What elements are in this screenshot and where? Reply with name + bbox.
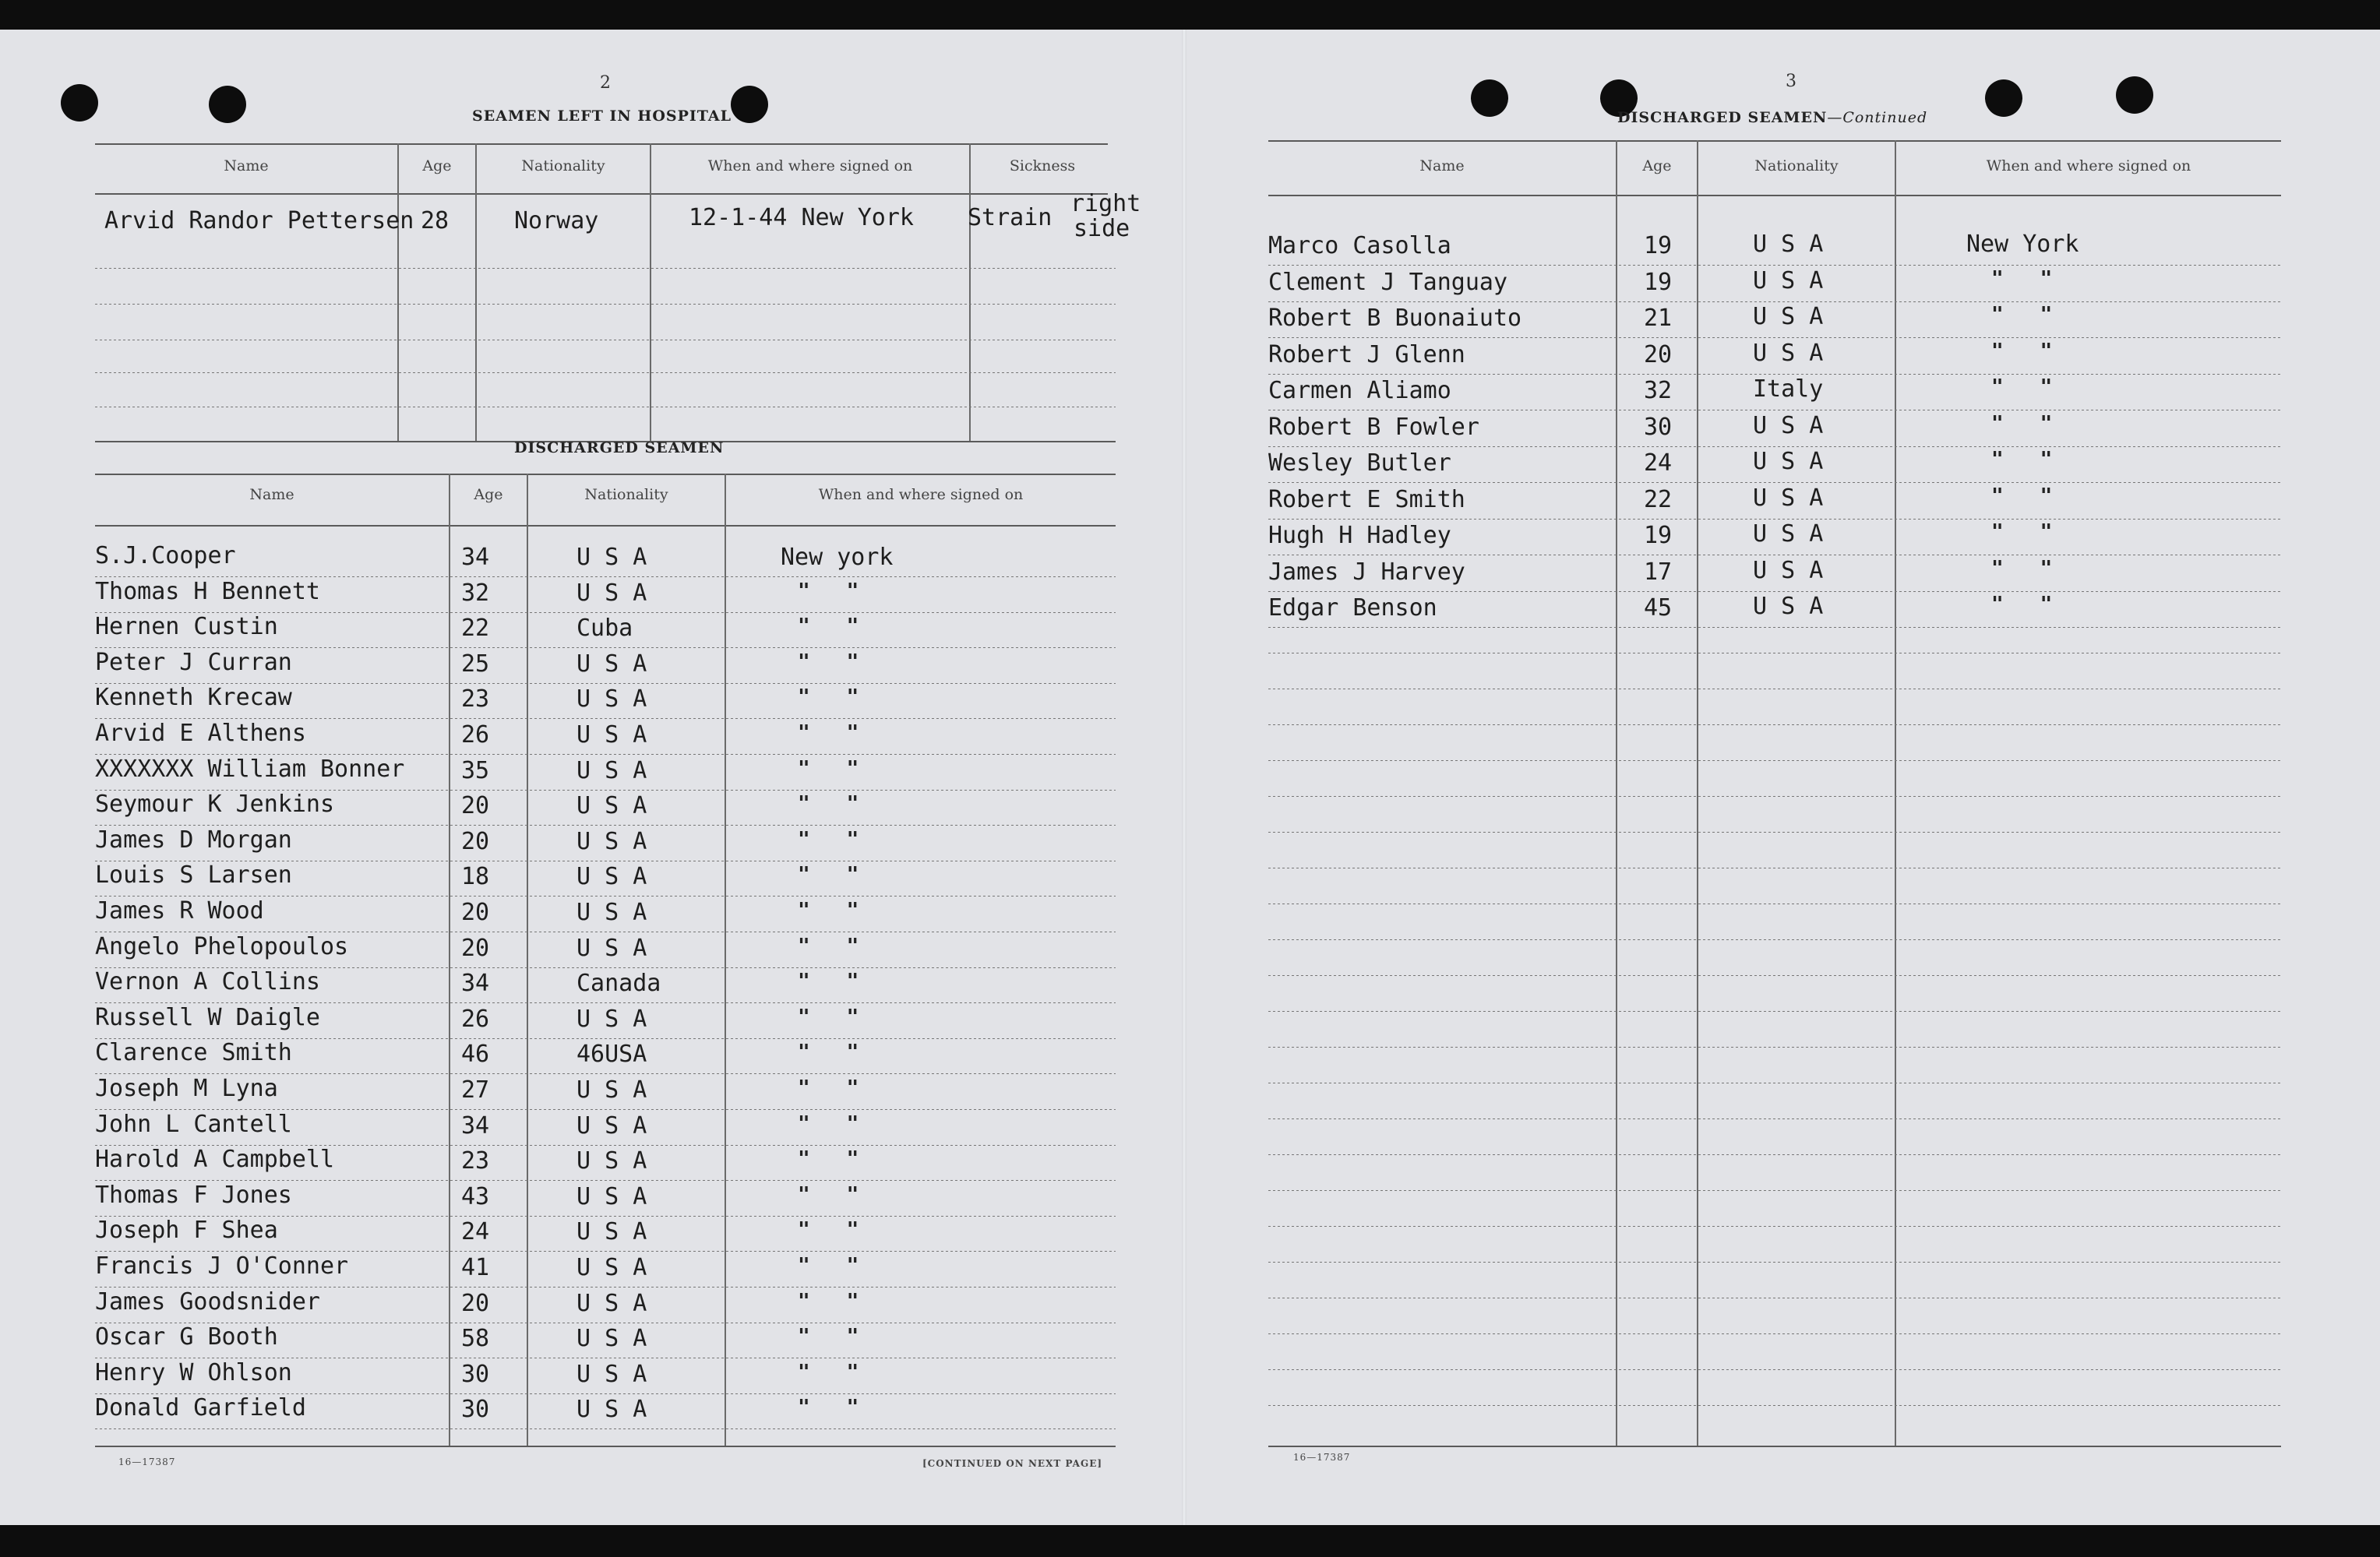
seaman-signed-on: " " [1991,520,2053,544]
seaman-nationality: U S A [576,544,647,571]
col-header-name: Name [249,486,294,503]
col-header-name: Name [224,157,269,174]
hospital-name: Arvid Randor Pettersen [104,207,414,234]
seaman-nationality: U S A [576,1183,647,1210]
seaman-age: 26 [461,721,490,749]
seaman-signed-on: " " [1991,267,2053,291]
seaman-age: 17 [1644,558,1673,586]
seaman-nationality: Canada [576,970,661,997]
row-rule [1268,482,2281,483]
row-rule [1268,796,2281,797]
seaman-nationality: U S A [576,899,647,926]
row-rule [95,825,1116,826]
table-bottom-rule [1268,1446,2281,1447]
row-rule [1268,301,2281,302]
row-rule [1268,832,2281,833]
seaman-signed-on: " " [798,1076,859,1100]
hospital-nationality: Norway [514,207,599,234]
seaman-age: 24 [1644,449,1673,477]
seaman-nationality: U S A [1753,303,1824,330]
seaman-name: Edgar Benson [1268,594,1437,622]
seaman-signed-on: " " [1991,557,2053,580]
discharged-continued-title: DISCHARGED SEAMEN—Continued [1617,109,1928,126]
seaman-age: 20 [461,935,490,962]
seaman-signed-on: " " [798,1112,859,1136]
row-rule [1268,1011,2281,1012]
seaman-nationality: Cuba [576,615,633,642]
table-top-rule [1268,140,2281,142]
seaman-age: 45 [1644,594,1673,622]
row-rule [95,754,1116,755]
seaman-signed-on: " " [798,1325,859,1348]
form-code: 16—17387 [1293,1452,1351,1463]
column-divider [1616,140,1617,1446]
seaman-nationality: U S A [576,757,647,784]
seaman-name: Marco Casolla [1268,232,1451,259]
punch-hole [1985,79,2022,117]
seaman-name: Hernen Custin [95,613,278,640]
row-rule [1268,1405,2281,1406]
column-divider [397,143,399,441]
seaman-signed-on: " " [1991,412,2053,435]
seaman-signed-on: " " [1991,593,2053,616]
col-header-age: Age [422,157,452,174]
seaman-name: Clarence Smith [95,1039,292,1066]
col-header-age: Age [474,486,503,503]
seaman-nationality: U S A [576,685,647,713]
seaman-signed-on: " " [798,615,859,638]
col-header-signed-on: When and where signed on [1986,157,2191,174]
row-rule [1268,1226,2281,1227]
seaman-age: 30 [461,1361,490,1388]
header-bottom-rule [95,525,1116,527]
col-header-signed-on: When and where signed on [707,157,913,174]
scan-border [0,1525,2380,1557]
seaman-age: 23 [461,1147,490,1175]
seaman-age: 19 [1644,522,1673,549]
seaman-nationality: U S A [1753,231,1824,258]
seaman-age: 32 [1644,377,1673,404]
seaman-age: 58 [461,1325,490,1352]
seaman-signed-on: " " [798,1218,859,1242]
row-rule [1268,446,2281,447]
hospital-sickness-note: right [1070,190,1141,217]
column-divider [449,474,450,1446]
row-rule [95,896,1116,897]
seaman-name: Robert E Smith [1268,486,1465,513]
seaman-signed-on: " " [798,1290,859,1313]
seaman-name: XXXXXXX William Bonner [95,756,405,783]
row-rule [1268,1369,2281,1370]
seaman-signed-on: " " [798,721,859,745]
table-top-rule [95,474,1116,475]
seaman-age: 20 [461,828,490,855]
seaman-nationality: U S A [576,1325,647,1352]
seaman-age: 21 [1644,305,1673,332]
seaman-name: Robert B Fowler [1268,414,1479,441]
seaman-name: Wesley Butler [1268,449,1451,477]
hospital-sickness-note: side [1074,215,1130,242]
row-rule [95,268,1116,269]
row-rule [95,1251,1116,1252]
seaman-nationality: U S A [576,1076,647,1104]
seaman-signed-on: " " [798,970,859,993]
hospital-sickness: Strain [968,204,1052,231]
column-divider [650,143,651,441]
seaman-nationality: U S A [576,863,647,890]
seaman-age: 30 [1644,414,1673,441]
seaman-nationality: U S A [576,1361,647,1388]
seaman-signed-on: " " [1991,303,2053,326]
right-page [1184,30,2380,1525]
seaman-nationality: Italy [1753,375,1824,403]
row-rule [1268,1047,2281,1048]
col-header-nationality: Nationality [521,157,605,174]
row-rule [95,1180,1116,1181]
col-header-nationality: Nationality [1754,157,1839,174]
row-rule [1268,265,2281,266]
seaman-age: 22 [1644,486,1673,513]
row-rule [95,576,1116,577]
seaman-age: 24 [461,1218,490,1245]
seaman-age: 34 [461,970,490,997]
seaman-name: John L Cantell [95,1111,292,1138]
seaman-age: 20 [1644,341,1673,368]
seaman-name: Vernon A Collins [95,968,320,995]
seaman-age: 30 [461,1396,490,1423]
row-rule [1268,519,2281,520]
seaman-age: 20 [461,1290,490,1317]
row-rule [95,1287,1116,1288]
column-divider [1895,140,1896,1446]
seaman-name: Robert J Glenn [1268,341,1465,368]
punch-hole [61,84,98,122]
col-header-signed-on: When and where signed on [818,486,1024,503]
row-rule [95,1002,1116,1003]
row-rule [95,718,1116,719]
seaman-nationality: U S A [576,1254,647,1281]
seaman-signed-on: " " [798,1006,859,1029]
seaman-nationality: U S A [576,1006,647,1033]
row-rule [1268,374,2281,375]
seaman-age: 41 [461,1254,490,1281]
seaman-signed-on: " " [798,1041,859,1064]
seaman-age: 46 [461,1041,490,1068]
seaman-nationality: U S A [576,935,647,962]
seaman-age: 25 [461,650,490,678]
col-header-sickness: Sickness [1009,157,1076,174]
row-rule [1268,1190,2281,1191]
row-rule [95,1109,1116,1110]
seaman-nationality: U S A [576,1218,647,1245]
seaman-signed-on: " " [798,1254,859,1277]
document-sheet [0,30,2380,1525]
seaman-nationality: U S A [1753,448,1824,475]
seaman-signed-on: " " [798,899,859,922]
row-rule [1268,1118,2281,1119]
seaman-name: Angelo Phelopoulos [95,933,349,960]
seaman-age: 27 [461,1076,490,1104]
seaman-age: 23 [461,685,490,713]
row-rule [1268,627,2281,628]
hospital-age: 28 [421,207,450,234]
seaman-name: Harold A Campbell [95,1146,335,1173]
seaman-name: Peter J Curran [95,649,292,676]
seaman-signed-on: New york [781,544,894,571]
seaman-name: Kenneth Krecaw [95,684,292,711]
seaman-signed-on: " " [798,828,859,851]
seaman-nationality: U S A [1753,412,1824,439]
row-rule [1268,939,2281,940]
punch-hole [2116,76,2153,114]
seaman-age: 22 [461,615,490,642]
seaman-signed-on: " " [798,685,859,709]
seaman-name: Oscar G Booth [95,1323,278,1351]
column-divider [969,143,971,441]
seaman-age: 19 [1644,232,1673,259]
seaman-name: Thomas F Jones [95,1182,292,1209]
seaman-name: Donald Garfield [95,1394,306,1421]
seaman-signed-on: " " [1991,484,2053,508]
seaman-age: 34 [461,544,490,571]
column-divider [1697,140,1698,1446]
seaman-nationality: U S A [576,1396,647,1423]
seaman-signed-on: " " [1991,340,2053,363]
seaman-nationality: U S A [576,650,647,678]
column-divider [475,143,477,441]
seaman-name: James J Harvey [1268,558,1465,586]
left-page [0,30,1184,1525]
seaman-name: Carmen Aliamo [1268,377,1451,404]
seaman-signed-on: " " [798,863,859,886]
seaman-nationality: U S A [1753,593,1824,620]
row-rule [1268,337,2281,338]
seaman-signed-on: " " [1991,448,2053,471]
seaman-age: 20 [461,792,490,819]
punch-hole [1471,79,1508,117]
row-rule [95,372,1116,373]
row-rule [95,1073,1116,1074]
punch-hole [731,86,768,123]
page-number: 2 [600,73,611,93]
seaman-name: Seymour K Jenkins [95,791,335,818]
seaman-name: Robert B Buonaiuto [1268,305,1522,332]
continued-note: [CONTINUED ON NEXT PAGE] [922,1458,1103,1469]
hospital-signed-on: 12-1-44 New York [689,204,914,231]
seaman-nationality: U S A [576,1147,647,1175]
form-code: 16—17387 [118,1457,176,1467]
row-rule [1268,760,2281,761]
seaman-nationality: U S A [1753,557,1824,584]
seaman-signed-on: " " [798,792,859,815]
seaman-signed-on: " " [798,650,859,674]
seaman-signed-on: " " [1991,375,2053,399]
row-rule [95,304,1116,305]
row-rule [1268,591,2281,592]
seaman-age: 34 [461,1112,490,1140]
seaman-signed-on: " " [798,757,859,780]
hospital-section-title: SEAMEN LEFT IN HOSPITAL [472,107,732,125]
seaman-name: Louis S Larsen [95,861,292,889]
seaman-age: 43 [461,1183,490,1210]
seaman-nationality: U S A [576,721,647,749]
seaman-name: Henry W Ohlson [95,1359,292,1386]
row-rule [1268,724,2281,725]
column-divider [725,474,726,1446]
seaman-name: Thomas H Bennett [95,578,320,605]
seaman-nationality: U S A [1753,484,1824,512]
seaman-name: Clement J Tanguay [1268,269,1508,296]
row-rule [1268,975,2281,976]
column-divider [527,474,528,1446]
seaman-name: Joseph F Shea [95,1217,278,1244]
seaman-signed-on: " " [798,1147,859,1171]
seaman-name: James R Wood [95,897,264,925]
header-bottom-rule [1268,195,2281,196]
col-header-nationality: Nationality [584,486,668,503]
seaman-name: Arvid E Althens [95,720,306,747]
page-number: 3 [1786,72,1796,91]
seaman-nationality: U S A [576,792,647,819]
seaman-signed-on: " " [798,1396,859,1419]
seaman-age: 19 [1644,269,1673,296]
seaman-nationality: 46USA [576,1041,647,1068]
row-rule [1268,1154,2281,1155]
seaman-nationality: U S A [576,1112,647,1140]
seaman-age: 20 [461,899,490,926]
seaman-name: James Goodsnider [95,1288,320,1316]
row-rule [1268,1262,2281,1263]
seaman-name: James D Morgan [95,826,292,854]
seaman-nationality: U S A [576,1290,647,1317]
row-rule [95,647,1116,648]
seaman-name: S.J.Cooper [95,542,236,569]
seaman-signed-on: " " [798,1361,859,1384]
seaman-age: 35 [461,757,490,784]
seaman-nationality: U S A [1753,520,1824,548]
seaman-name: Joseph M Lyna [95,1075,278,1102]
seaman-signed-on: " " [798,1183,859,1206]
punch-hole [209,86,246,123]
seaman-nationality: U S A [1753,267,1824,294]
seaman-name: Francis J O'Conner [95,1252,349,1280]
col-header-age: Age [1642,157,1672,174]
table-bottom-rule [95,1446,1116,1447]
seaman-nationality: U S A [576,579,647,607]
row-rule [1268,1333,2281,1334]
seaman-name: Russell W Daigle [95,1004,320,1031]
row-rule [95,1428,1116,1429]
seaman-nationality: U S A [1753,340,1824,367]
seaman-age: 32 [461,579,490,607]
seaman-age: 26 [461,1006,490,1033]
header-bottom-rule [95,193,1108,195]
seaman-signed-on: " " [798,579,859,603]
discharged-section-title: DISCHARGED SEAMEN [514,439,725,456]
seaman-nationality: U S A [576,828,647,855]
seaman-signed-on: New York [1966,231,2079,258]
seaman-age: 18 [461,863,490,890]
seaman-signed-on: " " [798,935,859,958]
seaman-name: Hugh H Hadley [1268,522,1451,549]
table-top-rule [95,143,1108,145]
col-header-name: Name [1419,157,1465,174]
